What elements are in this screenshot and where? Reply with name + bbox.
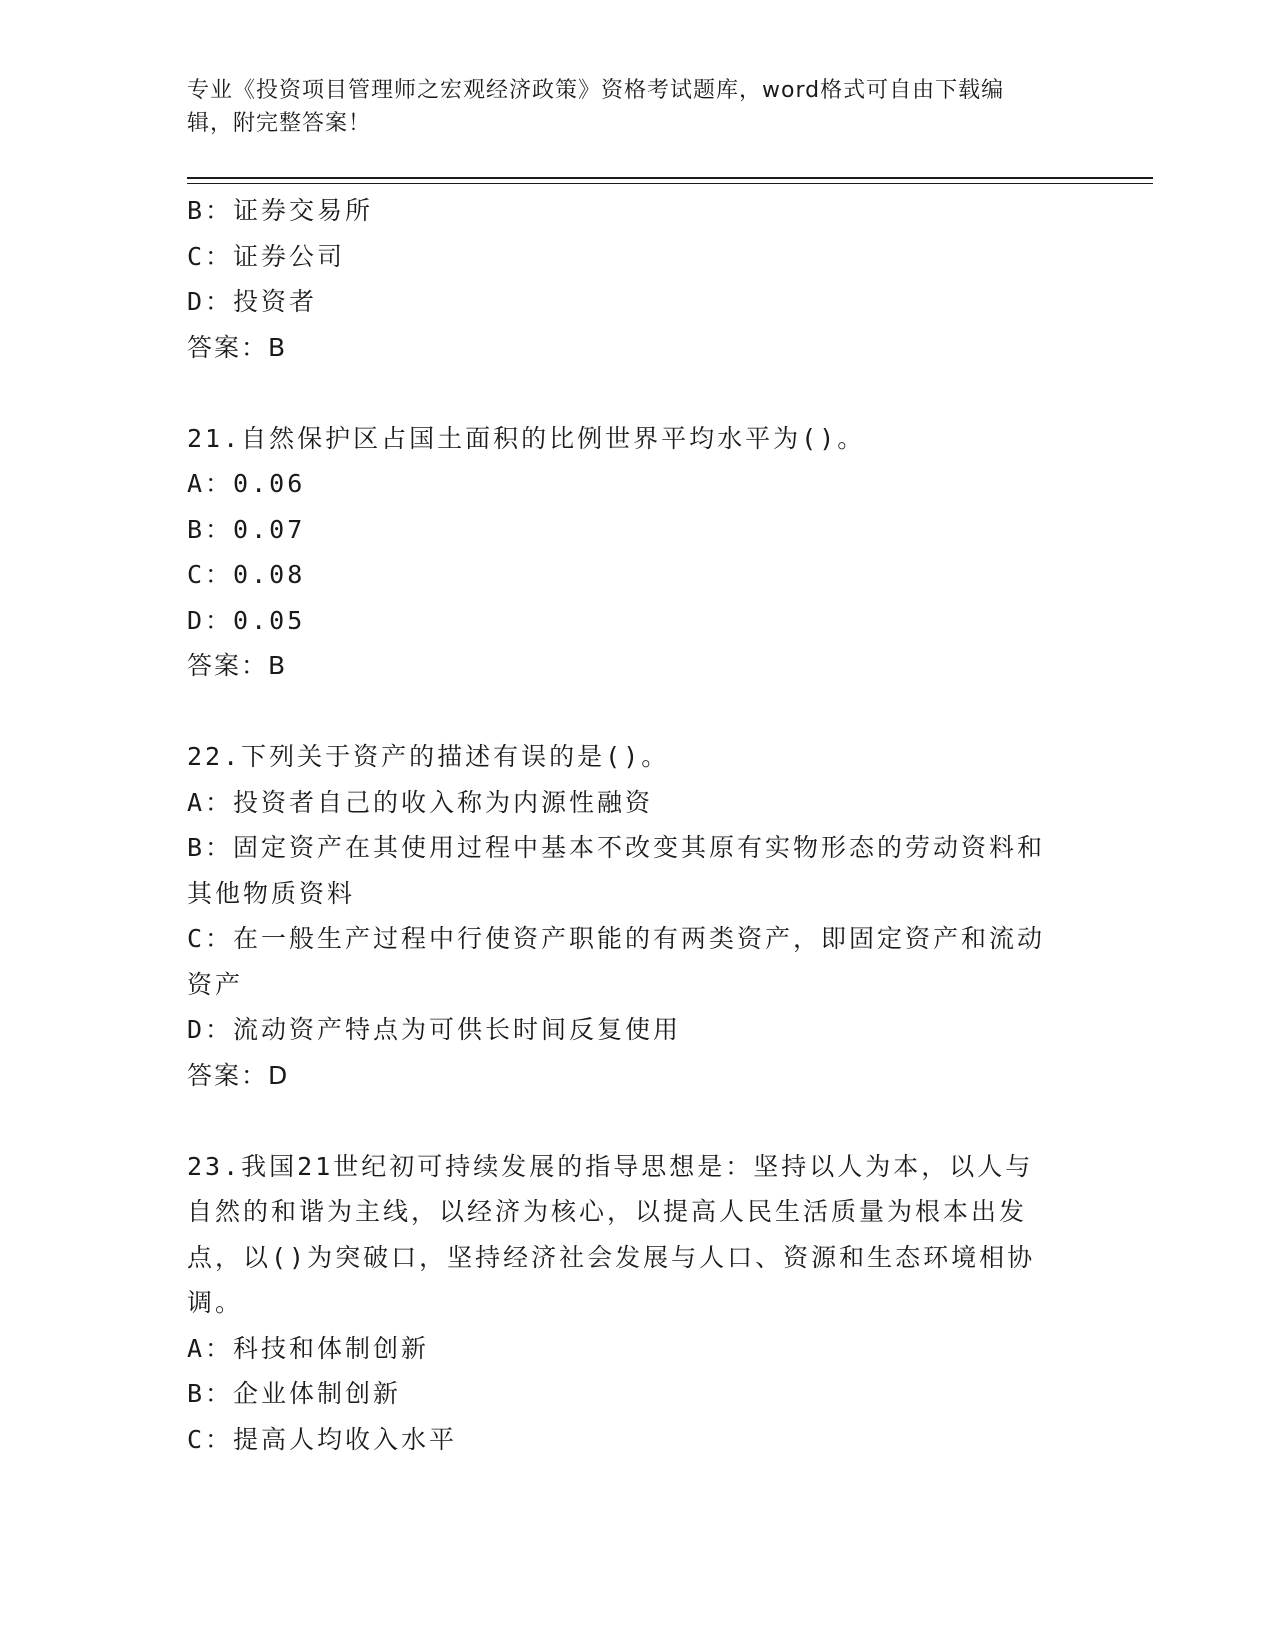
option-c-continued: 资产 [187,969,244,999]
header-title-line-1: 专业《投资项目管理师之宏观经济政策》资格考试题库，word格式可自由下载编 [187,78,1005,103]
question-stem-continued: 自然的和谐为主线，以经济为核心，以提高人民生活质量为根本出发 [187,1197,1028,1226]
answer-line: 答案：B [187,651,288,680]
option-c: C：0.08 [187,560,306,589]
option-d: D：流动资产特点为可供长时间反复使用 [187,1015,682,1044]
option-b: B：证券交易所 [187,196,374,225]
option-a: A：投资者自己的收入称为内源性融资 [187,787,654,817]
option-c: C：在一般生产过程中行使资产职能的有两类资产，即固定资产和流动 [187,924,1046,953]
question-stem-continued: 调。 [187,1288,244,1317]
question-stem: 23.我国21世纪初可持续发展的指导思想是：坚持以人为本，以人与 [187,1151,1034,1181]
option-b: B：固定资产在其使用过程中基本不改变其原有实物形态的劳动资料和 [187,833,1046,862]
header-title-line-2: 辑，附完整答案！ [187,111,372,136]
header-divider-thin [187,183,1153,184]
option-c: C：提高人均收入水平 [187,1424,458,1454]
answer-line: 答案：D [187,1060,290,1090]
option-d: D：0.05 [187,605,306,635]
question-stem: 21.自然保护区占国土面积的比例世界平均水平为()。 [187,423,866,453]
option-d: D：投资者 [187,287,318,316]
option-b: B：0.07 [187,514,306,544]
option-c: C：证券公司 [187,241,346,271]
option-b-continued: 其他物质资料 [187,878,356,908]
question-stem-continued: 点，以()为突破口，坚持经济社会发展与人口、资源和生态环境相协 [187,1242,1036,1272]
option-b: B：企业体制创新 [187,1379,402,1408]
document-header [187,74,1067,140]
option-a: A：0.06 [187,469,306,498]
option-a: A：科技和体制创新 [187,1333,430,1363]
question-stem: 22.下列关于资产的描述有误的是()。 [187,742,670,771]
question-list [187,188,1087,1462]
header-divider-thick [187,177,1153,179]
answer-line: 答案：B [187,332,288,362]
